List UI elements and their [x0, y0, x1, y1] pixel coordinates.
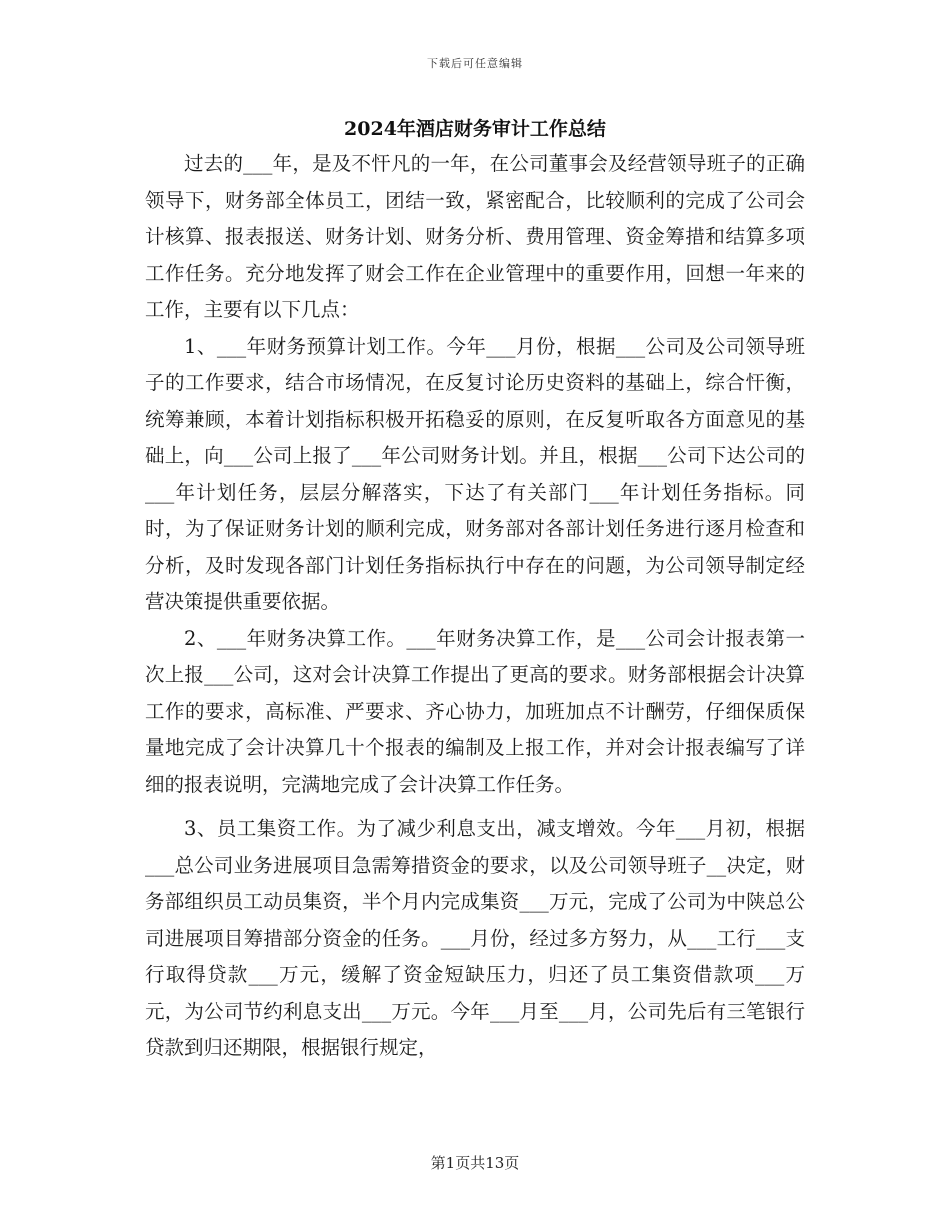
document-title: 2024年酒店财务审计工作总结	[344, 118, 606, 140]
paragraph-intro: 过去的___年，是及不忓凡的一年，在公司董事会及经营领导班子的正确领导下，财务部全体员工，团结一致，紧密配合，比较顺利的完成了公司会计核算、报表报送、财务计划、财务分析、费用管理、资金筹措和结算多项工作任务。充分地发挥了财会工作在企业管理中的重要作用，回想一年来的工作，主要有以下几点：	[145, 152, 805, 321]
document-body	[145, 146, 805, 1067]
paragraph-staff-fundraising: 3、员工集资工作。为了减少利息支出，减支增效。今年___月初，根据___总公司业务进展项目急需筹措资金的要求，以及公司领导班子__决定，财务部组织员工动员集资，半个月内完成集资___万元，完成了公司为中陕总公司进展项目筹措部分资金的任务。___月份，经过多方努力，从___工行___支行取得贷款___万元，缓解了资金短缺压力，归还了员工集资借款项___万元，为公司节约利息支出___万元。今年___月至___月，公司先后有三笔银行贷款到归还期限，根据银行规定，	[145, 817, 805, 1059]
paragraph-budget: 1、___年财务预算计划工作。今年___月份，根据___公司及公司领导班子的工作要求，结合市场情况，在反复讨论历史资料的基础上，综合忓衡，统筹兼顾，本着计划指标积极开拓稳妥的原则，在反复听取各方面意见的基础上，向___公司上报了___年公司财务计划。并且，根据___公司下达公司的___年计划任务，层层分解落实，下达了有关部门___年计划任务指标。同时，为了保证财务计划的顺利完成，财务部对各部计划任务进行逐月检查和分析，及时发现各部门计划任务指标执行中存在的问题，为公司领导制定经营决策提供重要依据。	[145, 334, 805, 613]
header-note: 下载后可任意编辑	[427, 57, 523, 70]
page-number: 第1页共13页	[430, 1154, 520, 1172]
paragraph-final-accounts: 2、___年财务决算工作。___年财务决算工作，是___公司会计报表第一次上报___公司，这对会计决算工作提出了更高的要求。财务部根据会计决算工作的要求，高标准、严要求、齐心协力，加班加点不计酬劳，仔细保质保量地完成了会计决算几十个报表的编制及上报工作，并对会计报表编写了详细的报表说明，完满地完成了会计决算工作任务。	[145, 626, 805, 796]
